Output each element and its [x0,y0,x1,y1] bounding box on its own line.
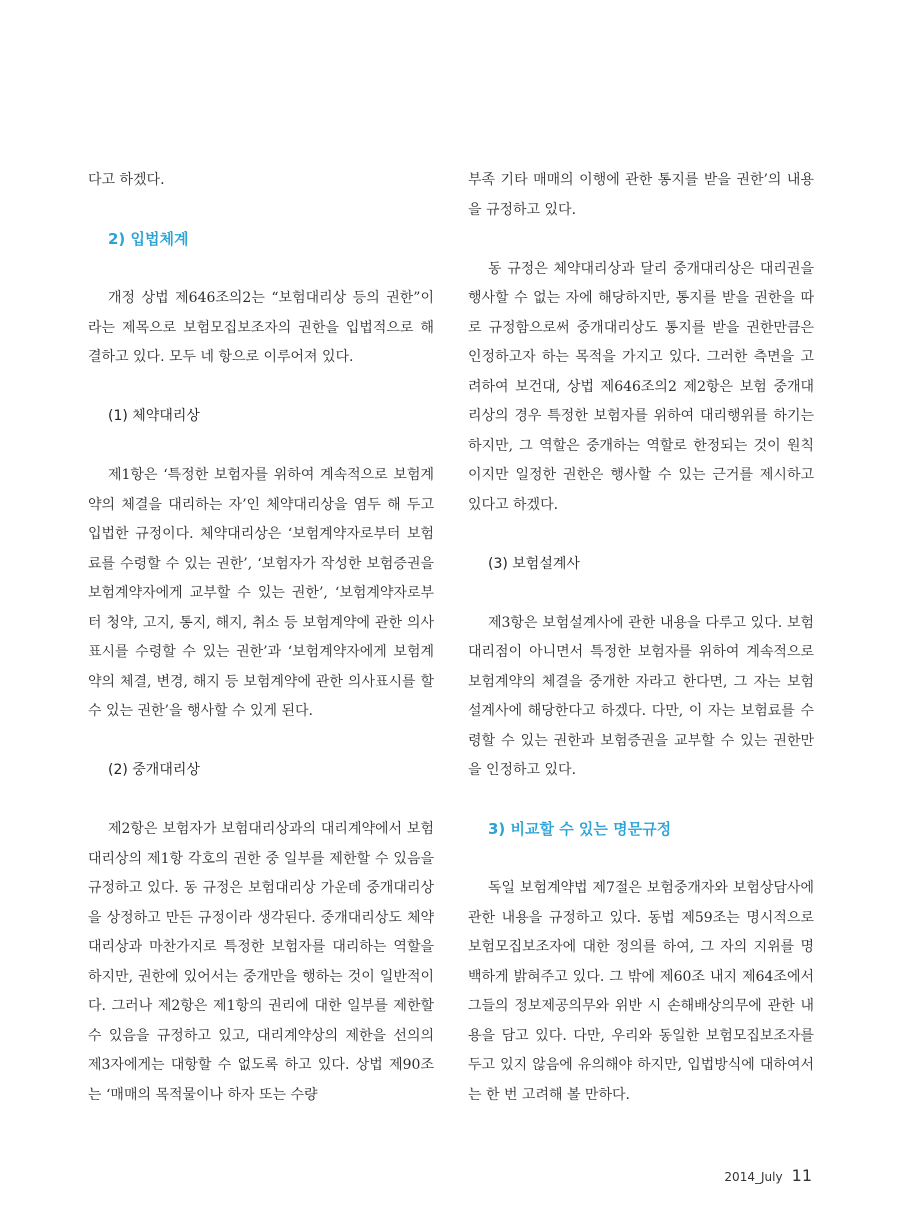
subsection-heading-insurance-planner: (3) 보험설계사 [488,555,580,572]
page-footer [724,1166,812,1185]
paragraph: 제1항은 ‘특정한 보험자를 위하여 계속적으로 보험계약의 체결을 대리하는 자’인 체약대리상을 염두 해 두고 입법한 규정이다. 체약대리상은 ‘보험계약자로부터 보험료를 수령할 수 있는 권한’, ‘보험자가 작성한 보험증권을 보험계약자에게 교부할 수 있는 권한’, ‘보험계약자로부터 청약, 고지, 통지, 해지, 취소 등 보험계약에 관한 의사표시를 수령할 수 있는 권한’과 ‘보험계약자에게 보험계약의 체결, 변경, 해지 등 보험계약에 관한 의사표시를 할 수 있는 권한’을 행사할 수 있게 된다. [88,467,434,719]
paragraph: 개정 상법 제646조의2는 “보험대리상 등의 권한”이라는 제목으로 보험모집보조자의 권한을 입법적으로 해결하고 있다. 모두 네 항으로 이루어져 있다. [88,290,434,365]
page-number: 11 [791,1166,812,1185]
paragraph: 제2항은 보험자가 보험대리상과의 대리계약에서 보험대리상의 제1항 각호의 권한 중 일부를 제한할 수 있음을 규정하고 있다. 동 규정은 보험대리상 가운데 중개대리상을 상정하고 만든 규정이라 생각된다. 중개대리상도 체약대리상과 마찬가지로 특정한 보험자를 대리하는 역할을 하지만, 권한에 있어서는 중개만을 행하는 것이 일반적이다. 그러나 제2항은 제1항의 권리에 대한 일부를 제한할 수 있음을 규정하고 있고, 대리계약상의 제한을 선의의 제3자에게는 대항할 수 없도록 하고 있다. 상법 제90조는 ‘매매의 목적물이나 하자 또는 수량 [88,821,434,1103]
left-column [88,166,434,1110]
section-heading-comparable-provisions: 3) 비교할 수 있는 명문규정 [488,820,672,838]
issue-label: 2014_July [724,1170,783,1184]
paragraph: 다고 하겠다. [88,172,165,188]
right-column [468,166,814,1110]
paragraph: 제3항은 보험설계사에 관한 내용을 다루고 있다. 보험대리점이 아니면서 특정한 보험자를 위하여 계속적으로 보험계약의 체결을 중개한 자라고 한다면, 그 자는 보험설계사에 해당한다고 하겠다. 다만, 이 자는 보험료를 수령할 수 있는 권한과 보험증권을 교부할 수 있는 권한만을 인정하고 있다. [468,614,814,778]
section-heading-legal-system: 2) 입법체계 [108,230,189,248]
subsection-heading-contract-agent: (1) 체약대리상 [108,408,200,424]
paragraph: 부족 기타 매매의 이행에 관한 통지를 받을 권한’의 내용을 규정하고 있다. [468,172,814,218]
subsection-heading-brokerage-agent: (2) 중개대리상 [108,762,200,778]
paragraph: 독일 보험계약법 제7절은 보험중개자와 보험상담사에 관한 내용을 규정하고 있다. 동법 제59조는 명시적으로 보험모집보조자에 대한 정의를 하여, 그 자의 지위를 명백하게 밝혀주고 있다. 그 밖에 제60조 내지 제64조에서 그들의 정보제공의무와 위반 시 손해배상의무에 관한 내용을 담고 있다. 다만, 우리와 동일한 보험모집보조자를 두고 있지 않음에 유의해야 하지만, 입법방식에 대하여서는 한 번 고려해 볼 만하다. [468,880,814,1103]
paragraph: 동 규정은 체약대리상과 달리 중개대리상은 대리권을 행사할 수 없는 자에 해당하지만, 통지를 받을 권한을 따로 규정함으로써 중개대리상도 통지를 받을 권한만큼은 인정하고자 하는 목적을 가지고 있다. 그러한 측면을 고려하여 보건대, 상법 제646조의2 제2항은 보험 중개대리상의 경우 특정한 보험자를 위하여 대리행위를 하기는 하지만, 그 역할은 중개하는 역할로 한정되는 것이 원칙이지만 일정한 권한은 행사할 수 있는 근거를 제시하고 있다고 하겠다. [468,260,814,513]
